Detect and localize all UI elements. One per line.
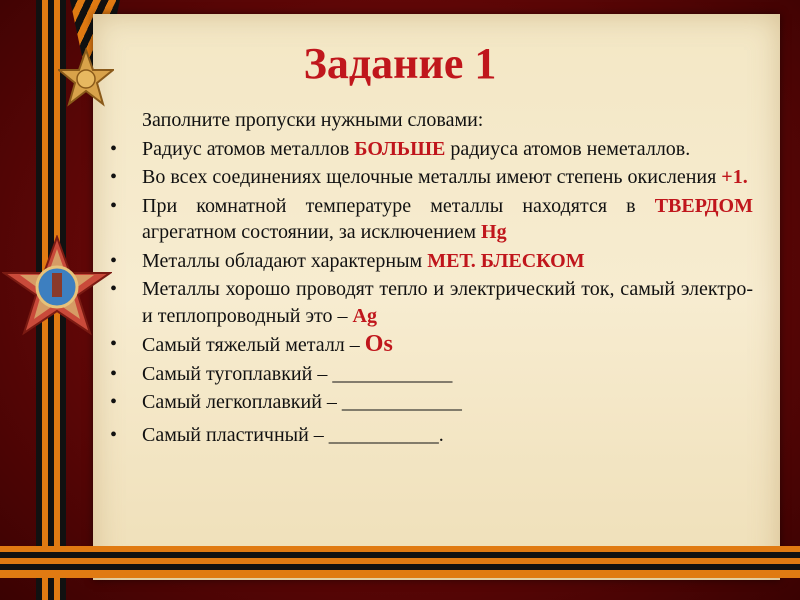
list-item: • Металлы обладают характерным МЕТ. БЛЕСКОМ xyxy=(110,248,753,275)
list-item: • Самый пластичный – ___________. xyxy=(110,422,753,449)
list-item: • Самый тугоплавкий – ____________ xyxy=(110,361,753,388)
order-medal-icon xyxy=(2,235,112,355)
page-title: Задание 1 xyxy=(303,39,497,88)
task-instruction: Заполните пропуски нужными словами: xyxy=(142,109,484,131)
st-george-ribbon-horizontal xyxy=(0,546,800,578)
list-item: • При комнатной температуре металлы находятся в ТВЕРДОМ агрегатном состоянии, за исключением Hg xyxy=(110,193,753,246)
task-list xyxy=(110,136,753,449)
list-item: • Радиус атомов металлов БОЛЬШЕ радиуса атомов неметаллов. xyxy=(110,136,753,163)
list-item: • Самый легкоплавкий – ____________ xyxy=(110,389,753,416)
list-item: • Во всех соединениях щелочные металлы имеют степень окисления +1. xyxy=(110,164,753,191)
task-content xyxy=(110,107,753,450)
list-item: • Самый тяжелый металл – Os xyxy=(110,331,753,359)
list-item: • Металлы хорошо проводят тепло и электрический ток, самый электро- и теплопроводный это – Ag xyxy=(110,276,753,329)
